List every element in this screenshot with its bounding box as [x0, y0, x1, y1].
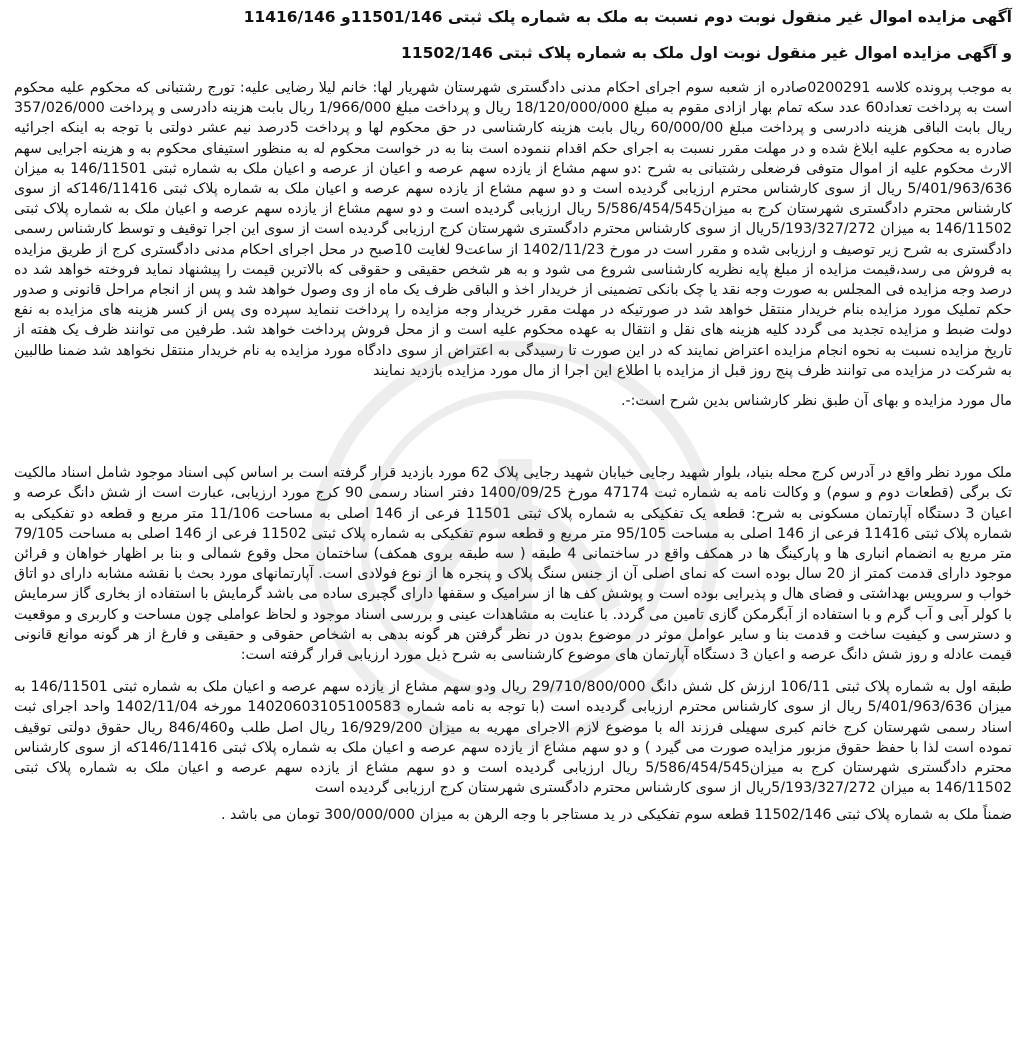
auction-item-intro: مال مورد مزایده و بهای آن طبق نظر کارشناس بدین شرح است:-.	[620, 393, 1012, 410]
notice-title-line-2: و آگهی مزایده اموال غیر منقول نوبت اول ملک به شماره پلاک ثبتی 11502/146	[401, 44, 1012, 62]
property-description-paragraph: ملک مورد نظر واقع در آدرس کرج محله بنیاد، بلوار شهید رجایی خیابان شهید رجایی پلاک 62 مورد بازدید قرار گرفته است بر اساس کپی اسناد موجود شامل اسناد مالکیت تک برگی (قطعات دوم و سوم) و وکالت نامه به شماره ثبت 47174 مورخ 1400/09/25 دفتر اسناد رسمی 90 کرج مورد ارزیابی، عبارت است از شش دانگ عرصه و اعیان 3 دستگاه آپارتمان مسکونی به شرح: قطعه یک تفکیکی به شماره پلاک ثبتی 11501 فرعی از 146 اصلی به مساحت 11/106 متر مربع و قطعه دو تفکیکی به شماره پلاک ثبتی 11416 فرعی از 146 اصلی به مساحت 95/105 متر مربع و قطعه سوم تفکیکی به شماره پلاک ثبتی 11502 فرعی از 146 اصلی به مساحت 79/105 متر مربع به انضمام انباری ها و پارکینگ ها در همکف واقع در ساختمانی 4 طبقه ( سه طبقه بروی همکف) ساختمان محل وقوع شمالی و بنا بر اظهار خواهان و قرائن موجود دارای قدمت کمتر از 20 سال بوده است که نمای اصلی آن از جنس سنگ پلاک و پنجره ها از نوع فولادی است. آپارتمانهای مورد بحث با نقشه مشابه دارای دو اتاق خواب و سرویس بهداشتی و فضای هال و پذیرایی بوده است و پوشش کف ها از سرامیک و سقفها دارای گچبری ساده می باشد گرمایش با استفاده از بخاری گاز سرمایش با کولر آبی و آب گرم و با استفاده از آبگرمکن گازی تامین می گردد. با عنایت به مشاهدات عینی و بررسی اسناد موجود و لحاظ عواملی چون مساحت و کاربری و موقعیت و دسترسی و کیفیت ساخت و قدمت بنا و سایر عوامل موثر در موضوع بدون در نظر گرفتن هر گونه بدهی به اشخاص حقوقی و حقیقی و فارغ از هر گونه موانع قانونی قیمت عادله و روز شش دانگ عرصه و اعیان 3 دستگاه آپارتمان های موضوع کارشناسی به شرح ذیل مورد ارزیابی قرار گرفته است:	[14, 465, 1013, 664]
tenant-note-paragraph: ضمناً ملک به شماره پلاک ثبتی 11502/146 قطعه سوم تفکیکی در ید مستاجر با وجه الرهن به میزان 300/000/000 تومان می باشد .	[220, 806, 1012, 823]
valuation-paragraph: طبقه اول به شماره پلاک ثبتی 106/11 ارزش کل شش دانگ 29/710/800/000 ریال ودو سهم مشاع از یازده سهم عرصه و اعیان ملک به شماره ثبتی 146/11501 به میزان 5/401/963/636 ریال از سوی کارشناس محترم ارزیابی گردیده است (با توجه به نامه شماره 14020603105100583 مورخه 1402/11/04 واحد اجرای ثبت اسناد رسمی شهرستان کرج خانم کبری سهیلی فرزند اله با موضوع لازم الاجرای مهریه به میزان 16/929/200 ریال اصل طلب و846/460 ریال حقوق دولتی توقیف نموده است لذا با حفظ حقوق مزبور مزایده صورت می گیرد ) و دو سهم مشاع از یازده سهم عرصه و اعیان ملک به شماره پلاک ثبتی 146/11416که از سوی کارشناس محترم دادگستری شهرستان کرج به میزان5/586/454/545 ریال ارزیابی گردیده است و دو سهم مشاع از یازده سهم عرصه و اعیان ملک به شماره پلاک ثبتی 146/11502 به میزان 5/193/327/272ریال از سوی کارشناس محترم دادگستری شهرستان کرج ارزیابی گردیده است	[14, 679, 1013, 797]
case-details-paragraph: به موجب پرونده کلاسه 0200291صادره از شعبه سوم اجرای احکام مدنی دادگستری شهرستان شهریار لها: خانم لیلا رضایی علیه: تورج رشتبانی که محکوم علیه محکوم است به پرداخت تعداد60 عدد سکه تمام بهار ازادی مقوم به مبلغ 18/120/000/000 ریال و پرداخت مبلغ 1/966/000 ریال بابت هزینه دادرسی و پرداخت 357/026/000 ریال بابت الباقی هزینه دادرسی و پرداخت مبلغ 60/000/00 ریال بابت هزینه کارشناسی در حق محکوم لها و پرداخت 5درصد نیم عشر دولتی با توجه به اینکه اجرائیه صادره به محکوم علیه ابلاغ شده و در مهلت مقرر نسبت به اجرای حکم اقدام ننموده است بنا به در خواست محکوم له به منظور استیفای محکوم به و هزینه اجرایی سهم الارث محکوم علیه از اموال متوفی فرضعلی رشتبانی به شرح :دو سهم مشاع از یازده سهم عرصه و اعیان از عرصه و اعیان ملک به شماره ثبتی 146/11501 به میزان 5/401/963/636 ریال از سوی کارشناس محترم ارزیابی گردیده است و دو سهم مشاع از یازده سهم عرصه و اعیان ملک به شماره پلاک ثبتی 146/11416که از سوی کارشناس محترم دادگستری شهرستان کرج به میزان5/586/454/545 ریال ارزیابی گردیده است و دو سهم مشاع از یازده سهم عرصه و اعیان ملک به شماره پلاک ثبتی 146/11502 به میزان 5/193/327/272ریال از سوی کارشناس محترم دادگستری شهرستان کرج ارزیابی گردیده است از سوی این اجرا توقیف و توسط کارشناس رسمی دادگستری به شرح زیر توصیف و ارزیابی شده و مقرر است در مورخ 1402/11/23 از ساعت9 لغایت 10صبح در محل اجرای احکام مدنی دادگستری کرج از طریق مزایده به فروش می رسد،قیمت مزایده از مبلغ پایه نظریه کارشناسی شروع می شود و به هر شخص حقیقی و حقوقی که بالاترین قیمت را پیشنهاد نماید فروخته خواهد شد ده درصد وجه مزایده فی المجلس به صورت وجه نقد یا چک بانکی تضمینی از خریدار اخذ و الباقی ظرف یک ماه از وی وصول خواهد شد و پس از انجام مراحل قانونی و صدور حکم تملیک مورد مزایده بنام خریدار منتقل خواهد شد در صورتیکه در مهلت مقرر خریدار وجه مزایده را پرداخت ننماید سپرده وی پس از کسر هزینه های مزایده به نفع دولت ضبط و مزایده تجدید می گردد کلیه هزینه های نقل و انتقال به عهده محکوم علیه است و از محل فروش پرداخت خواهد شد. طرفین می توانند ظرف یک هفته از تاریخ مزایده نسبت به نحوه انجام مزایده اعتراض نمایند که در این صورت تا رسیدگی به اعتراض از سوی دادگاه مورد مزایده به نام خریدار منتقل نخواهد شد ضمنا طالبین به شرکت در مزایده می توانند ظرف پنج روز قبل از مزایده با اطلاع این اجرا از مال مورد مزایده بازدید نمایند	[14, 80, 1012, 379]
notice-title-line-1: آگهی مزایده اموال غیر منقول نوبت دوم نسبت به ملک به شماره پلک ثبتی 11501/146و 11416/146	[243, 8, 1012, 26]
